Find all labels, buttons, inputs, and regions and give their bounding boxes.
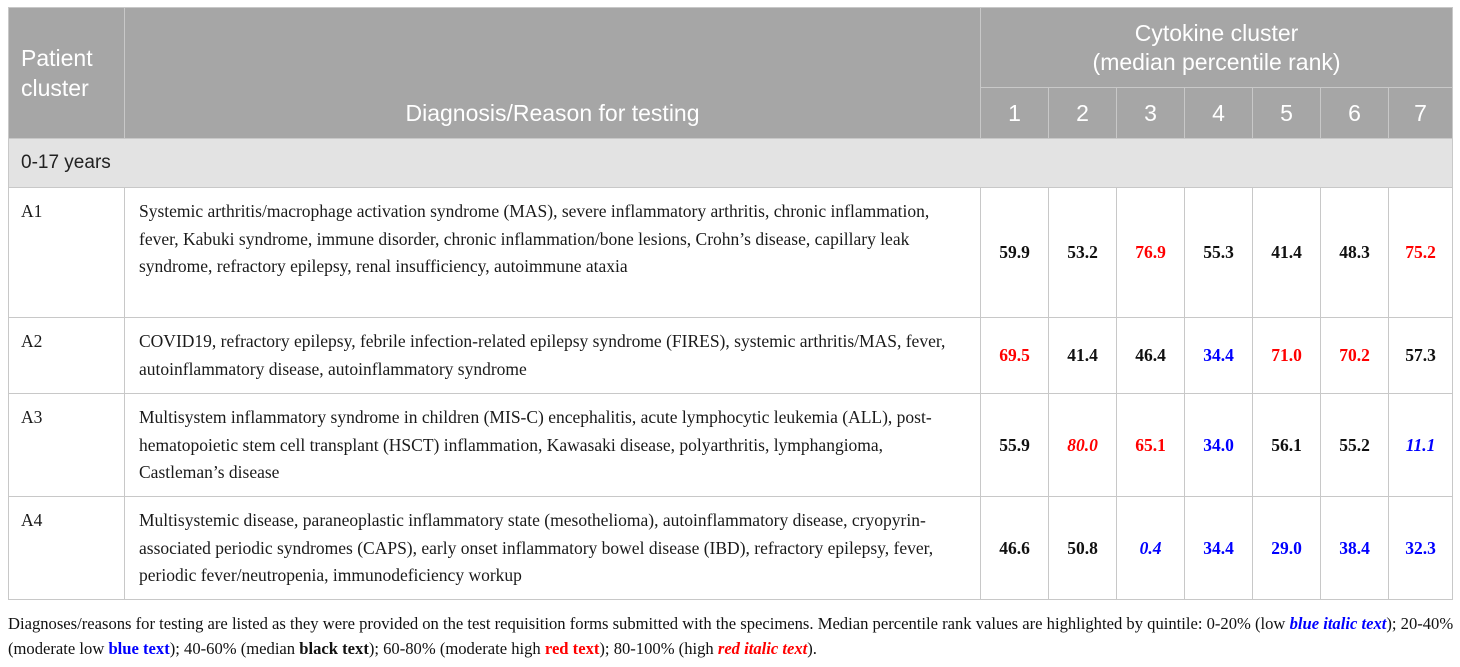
value-cell: 34.4: [1185, 318, 1253, 394]
value-cell: 70.2: [1321, 318, 1389, 394]
header-cluster-5: 5: [1253, 88, 1321, 139]
value-cell: 80.0: [1049, 394, 1117, 497]
patient-cluster-cell: A2: [9, 318, 125, 394]
legend-q4-label: red text: [544, 639, 600, 658]
value-cell: 55.9: [981, 394, 1049, 497]
cytokine-table-container: [8, 7, 1452, 600]
patient-cluster-cell: A1: [9, 188, 125, 318]
diagnosis-cell: Systemic arthritis/macrophage activation syndrome (MAS), severe inflammatory arthritis, chronic inflammation, fever, Kabuki syndrome, immune disorder, chronic inflammation/bone lesions, Crohn’s disease, capillary leak syndrome, refractory epilepsy, renal insufficiency, autoimmune ataxia: [125, 188, 981, 318]
header-cytokine-cluster: [981, 8, 1453, 88]
value-cell: 46.6: [981, 497, 1049, 600]
legend-q3-label: black text: [299, 639, 369, 658]
value-cell: 76.9: [1117, 188, 1185, 318]
table-row: [9, 188, 1453, 318]
table-footnote: [8, 611, 1456, 661]
diagnosis-cell: Multisystemic disease, paraneoplastic inflammatory state (mesothelioma), autoinflammatory disease, cryopyrin-associated periodic syndromes (CAPS), early onset inflammatory bowel disease (IBD), refractory epilepsy, fever, periodic fever/neutropenia, immunodeficiency workup: [125, 497, 981, 600]
value-cell: 11.1: [1389, 394, 1453, 497]
diagnosis-cell: COVID19, refractory epilepsy, febrile infection-related epilepsy syndrome (FIRES), systemic arthritis/MAS, fever, autoinflammatory disease, autoinflammatory syndrome: [125, 318, 981, 394]
table-row: [9, 394, 1453, 497]
footnote-q3-after: ); 60-80% (moderate high: [368, 639, 545, 658]
legend-q1-label: blue italic text: [1289, 614, 1387, 633]
header-cluster-6: 6: [1321, 88, 1389, 139]
header-cluster-3: 3: [1117, 88, 1185, 139]
value-cell: 50.8: [1049, 497, 1117, 600]
age-group-label: 0-17 years: [9, 139, 1453, 188]
value-cell: 38.4: [1321, 497, 1389, 600]
value-cell: 57.3: [1389, 318, 1453, 394]
table-row: [9, 318, 1453, 394]
header-cytokine-title: Cytokine cluster: [1134, 19, 1299, 46]
value-cell: 59.9: [981, 188, 1049, 318]
diagnosis-cell: Multisystem inflammatory syndrome in children (MIS-C) encephalitis, acute lymphocytic leukemia (ALL), post-hematopoietic stem cell transplant (HSCT) inflammation, Kawasaki disease, polyarthritis, lymphangioma, Castleman’s disease: [125, 394, 981, 497]
header-cluster-2: 2: [1049, 88, 1117, 139]
table-row: [9, 497, 1453, 600]
header-cluster-4: 4: [1185, 88, 1253, 139]
value-cell: 75.2: [1389, 188, 1453, 318]
value-cell: 41.4: [1253, 188, 1321, 318]
value-cell: 29.0: [1253, 497, 1321, 600]
value-cell: 55.3: [1185, 188, 1253, 318]
header-diagnosis: Diagnosis/Reason for testing: [125, 8, 981, 139]
footnote-q2-after: ); 40-60% (median: [169, 639, 300, 658]
value-cell: 55.2: [1321, 394, 1389, 497]
footnote-q1-after: ); 20-40% (moderate low: [8, 614, 1454, 658]
value-cell: 34.0: [1185, 394, 1253, 497]
value-cell: 32.3: [1389, 497, 1453, 600]
value-cell: 34.4: [1185, 497, 1253, 600]
header-cluster-7: 7: [1389, 88, 1453, 139]
footnote-intro: Diagnoses/reasons for testing are listed as they were provided on the test requisition forms submitted with the specimens. Median percentile rank values are highlighted by quintile: 0-20% (low: [8, 614, 1290, 633]
patient-cluster-cell: A3: [9, 394, 125, 497]
footnote-q5-after: ).: [807, 639, 817, 658]
value-cell: 41.4: [1049, 318, 1117, 394]
value-cell: 46.4: [1117, 318, 1185, 394]
header-patient-cluster: Patient cluster: [9, 8, 125, 139]
value-cell: 0.4: [1117, 497, 1185, 600]
header-cluster-1: 1: [981, 88, 1049, 139]
legend-q5-label: red italic text: [717, 639, 808, 658]
cytokine-cluster-table: [8, 7, 1453, 600]
value-cell: 71.0: [1253, 318, 1321, 394]
footnote-q4-after: ); 80-100% (high: [599, 639, 718, 658]
age-group-row: [9, 139, 1453, 188]
value-cell: 53.2: [1049, 188, 1117, 318]
value-cell: 65.1: [1117, 394, 1185, 497]
value-cell: 48.3: [1321, 188, 1389, 318]
header-cytokine-subtitle: (median percentile rank): [1092, 48, 1341, 75]
legend-q2-label: blue text: [108, 639, 170, 658]
value-cell: 69.5: [981, 318, 1049, 394]
value-cell: 56.1: [1253, 394, 1321, 497]
patient-cluster-cell: A4: [9, 497, 125, 600]
